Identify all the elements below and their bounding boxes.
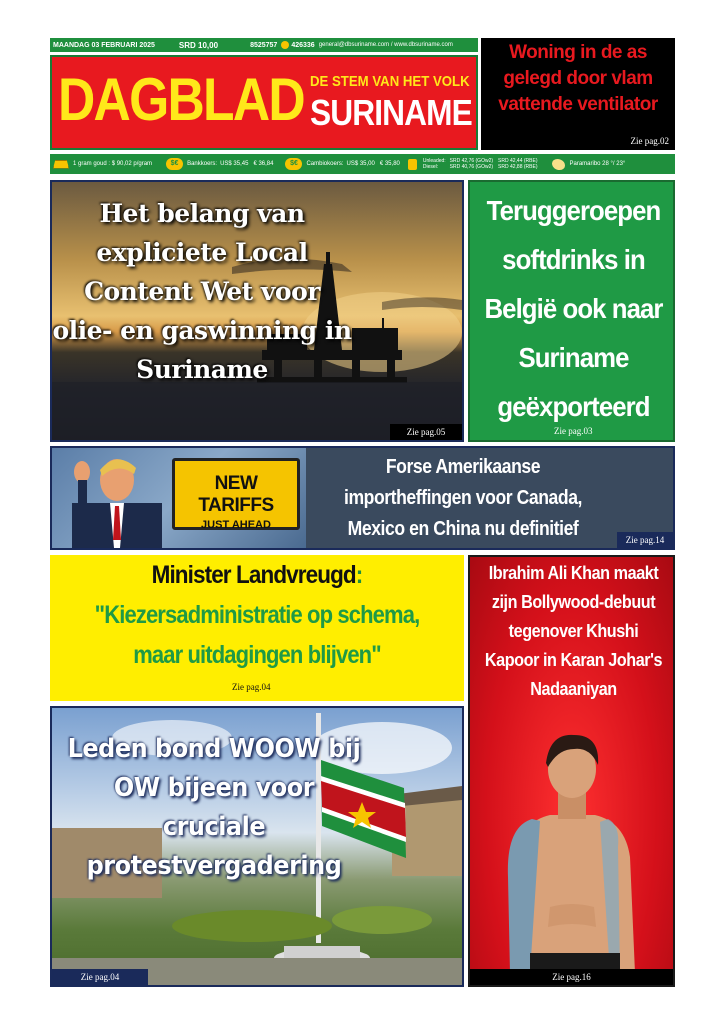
page-reference: Zie pag.04 [52, 969, 148, 985]
fuel-diesel-label: Diesel: [422, 164, 439, 170]
article-woow-protest[interactable] [50, 706, 464, 987]
issue-price: SRD 10,00 [178, 40, 219, 50]
newspaper-logo-country: SURINAME [310, 92, 472, 133]
teaser-fire-story[interactable] [481, 38, 675, 150]
page-reference: Zie pag.04 [232, 682, 271, 692]
headline: Ibrahim Ali Khan maakt zijn Bollywood-debuut tegenover Khushi Kapoor in Karan Johar's Nadaaniyan [484, 563, 663, 699]
teaser-headline: Woning in de as gelegd door vlam vattende ventilator [498, 42, 658, 115]
page-reference: Zie pag.14 [617, 532, 673, 548]
sign-line-2: JUST AHEAD [201, 519, 271, 531]
bank-rate-usd: US$ 35,45 [220, 161, 249, 167]
page-reference: Zie pag.05 [390, 424, 462, 440]
headline: Teruggeroepen softdrinks in België ook naar Suriname geëxporteerd [484, 195, 663, 422]
weather-forecast: Paramaribo 28 °/ 23° [569, 161, 626, 167]
currency-icon: $€ [166, 158, 183, 170]
phone-number-1: 8525757 [250, 41, 278, 49]
article-oil-gas[interactable] [50, 180, 464, 442]
fuel-diesel-rbe: SRD 42,88 (RBE) [498, 164, 538, 170]
headline: Het belang van expliciete Local Content Wet voor olie- en gaswinning in Suriname [52, 199, 352, 384]
article-tariffs[interactable] [50, 446, 675, 550]
phone-icon [281, 41, 289, 49]
gold-price: 1 gram goud : $ 90,02 p/gram [73, 161, 153, 167]
fuel-pump-icon [408, 159, 417, 170]
page-reference: Zie pag.03 [554, 426, 593, 436]
headline-quote: "Kiezersadministratie op schema, maar uitdagingen blijven" [94, 601, 420, 669]
fuel-unleaded-rbe: SRD 42,44 (RBE) [498, 158, 538, 164]
page-reference: Zie pag.16 [470, 969, 673, 985]
article-bollywood[interactable] [468, 555, 675, 987]
article-minister[interactable] [50, 555, 464, 701]
cambio-rate-eur: € 35,80 [379, 161, 400, 167]
info-bar [50, 38, 478, 52]
weather-icon [552, 159, 565, 170]
tariffs-road-sign [172, 458, 300, 530]
speaker-name: Minister Landvreugd [151, 561, 356, 589]
newspaper-slogan: DE STEM VAN HET VOLK [310, 73, 470, 90]
speaker-colon: : [355, 561, 363, 589]
bank-rate-label: Bankkoers: [187, 161, 218, 167]
headline: Forse Amerikaanse importheffingen voor Canada, Mexico en China nu definitief [343, 456, 583, 540]
fuel-unleaded-gow2: SRD 42,76 (GOw2) [449, 158, 494, 164]
tariffs-photo [52, 448, 306, 548]
contact-link[interactable]: general@dbsuriname.com / www.dbsuriname.com [318, 42, 453, 48]
page-reference: Zie pag.02 [630, 136, 669, 146]
headline-speaker [71, 561, 444, 590]
sign-line-1: NEW TARIFFS [198, 473, 274, 516]
market-rates-bar [50, 154, 675, 174]
issue-date: MAANDAG 03 FEBRUARI 2025 [53, 41, 155, 49]
article-softdrinks[interactable] [468, 180, 675, 442]
headline: Leden bond WOOW bij OW bijeen voor cruciale protestvergadering [67, 734, 361, 881]
phone-number-2: 426336 [291, 41, 315, 49]
currency-icon: $€ [285, 158, 302, 170]
fuel-unleaded-label: Unleaded: [422, 158, 446, 164]
bank-rate-eur: € 36,84 [253, 161, 274, 167]
actor-photo [470, 727, 673, 973]
fuel-diesel-gow2: SRD 40,76 (GOw2) [449, 164, 494, 170]
cambio-rate-usd: US$ 35,00 [346, 161, 375, 167]
cambio-rate-label: Cambiokoers: [306, 161, 344, 167]
masthead [50, 55, 478, 150]
newspaper-logo-title: DAGBLAD [58, 66, 304, 133]
gold-bar-icon [53, 160, 69, 169]
